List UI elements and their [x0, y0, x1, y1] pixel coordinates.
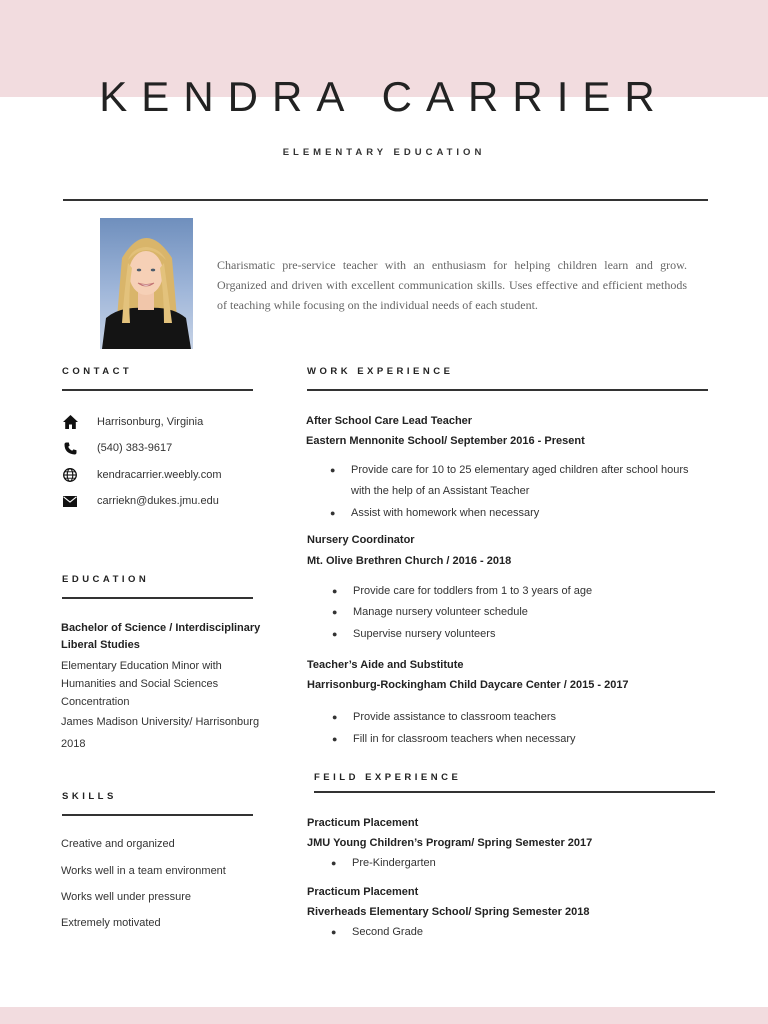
contact-website-text[interactable]: kendracarrier.weebly.com [97, 469, 222, 481]
home-icon [62, 414, 78, 430]
job-bullet: ● Fill in for classroom teachers when necessary [353, 729, 576, 750]
job-org: Eastern Mennonite School/ September 2016 - Present [306, 435, 585, 447]
education-minor-line2: Humanities and Social Sciences [61, 678, 219, 690]
skill-item: Works well under pressure [61, 891, 192, 903]
job-role: Nursery Coordinator [307, 534, 415, 546]
envelope-icon [62, 493, 78, 509]
field-role: Practicum Placement [307, 886, 419, 898]
education-minor-line1: Elementary Education Minor with [61, 660, 222, 672]
field-org: Riverheads Elementary School/ Spring Semester 2018 [307, 906, 590, 918]
job-role: Teacher’s Aide and Substitute [307, 659, 464, 671]
education-school: James Madison University/ Harrisonburg [61, 716, 260, 728]
contact-website[interactable] [62, 466, 222, 484]
education-heading: EDUCATION [62, 574, 150, 585]
bullet-dot-icon: ● [332, 734, 338, 744]
job-org: Mt. Olive Brethren Church / 2016 - 2018 [307, 555, 512, 567]
candidate-subtitle: ELEMENTARY EDUCATION [282, 147, 486, 158]
candidate-name: KENDRA CARRIER [99, 73, 669, 120]
bullet-dot-icon: ● [332, 607, 338, 617]
field-divider [314, 791, 715, 793]
job-bullet: ● Provide assistance to classroom teachers [353, 707, 556, 728]
bullet-dot-icon: ● [331, 927, 337, 937]
field-bullet: ● Second Grade [352, 922, 423, 943]
footer-band [0, 1007, 768, 1024]
work-divider [307, 389, 708, 391]
contact-heading: CONTACT [62, 366, 133, 377]
work-heading: WORK EXPERIENCE [307, 366, 454, 377]
skills-heading: SKILLS [62, 791, 117, 802]
education-degree-line1: Bachelor of Science / Interdisciplinary [61, 622, 261, 634]
profile-summary: Charismatic pre-service teacher with an enthusiasm for helping children learn and grow. Organized and driven with excellent communication skills. Uses effective and efficient methods of teaching while focusing on the individual needs of each student. [217, 258, 687, 312]
skills-divider [62, 814, 253, 816]
job-bullet: ● Supervise nursery volunteers [353, 624, 495, 645]
profile-photo [100, 218, 193, 349]
contact-email-text[interactable]: carriekn@dukes.jmu.edu [97, 495, 219, 507]
globe-icon [62, 467, 78, 483]
contact-phone [62, 439, 172, 457]
education-year: 2018 [61, 738, 86, 750]
contact-phone-text: (540) 383-9617 [97, 442, 173, 454]
contact-address [62, 413, 203, 431]
job-bullet-continued: with the help of an Assistant Teacher [351, 485, 530, 497]
job-bullet: ● Assist with homework when necessary [351, 503, 539, 524]
job-bullet: ● Provide care for toddlers from 1 to 3 years of age [353, 581, 592, 602]
phone-icon [62, 440, 78, 456]
job-role: After School Care Lead Teacher [306, 415, 473, 427]
bullet-dot-icon: ● [332, 629, 338, 639]
field-bullet: ● Pre-Kindergarten [352, 853, 436, 874]
bullet-dot-icon: ● [331, 858, 337, 868]
skill-item: Works well in a team environment [61, 865, 226, 877]
job-bullet: ● Provide care for 10 to 25 elementary aged children after school hours [351, 460, 689, 481]
job-org: Harrisonburg-Rockingham Child Daycare Center / 2015 - 2017 [307, 679, 629, 691]
bullet-dot-icon: ● [332, 712, 338, 722]
field-org: JMU Young Children’s Program/ Spring Semester 2017 [307, 837, 593, 849]
education-minor-line3: Concentration [61, 696, 130, 708]
contact-divider [62, 389, 253, 391]
field-role: Practicum Placement [307, 817, 419, 829]
education-divider [62, 597, 253, 599]
skill-item: Extremely motivated [61, 917, 161, 929]
contact-address-text: Harrisonburg, Virginia [97, 416, 204, 428]
job-bullet: ● Manage nursery volunteer schedule [353, 602, 528, 623]
field-heading: FEILD EXPERIENCE [314, 772, 462, 783]
bullet-dot-icon: ● [330, 508, 336, 518]
education-degree-line2: Liberal Studies [61, 639, 140, 651]
bullet-dot-icon: ● [330, 465, 336, 475]
header-divider [63, 199, 708, 201]
contact-email[interactable] [62, 492, 219, 510]
skill-item: Creative and organized [61, 838, 175, 850]
bullet-dot-icon: ● [332, 586, 338, 596]
